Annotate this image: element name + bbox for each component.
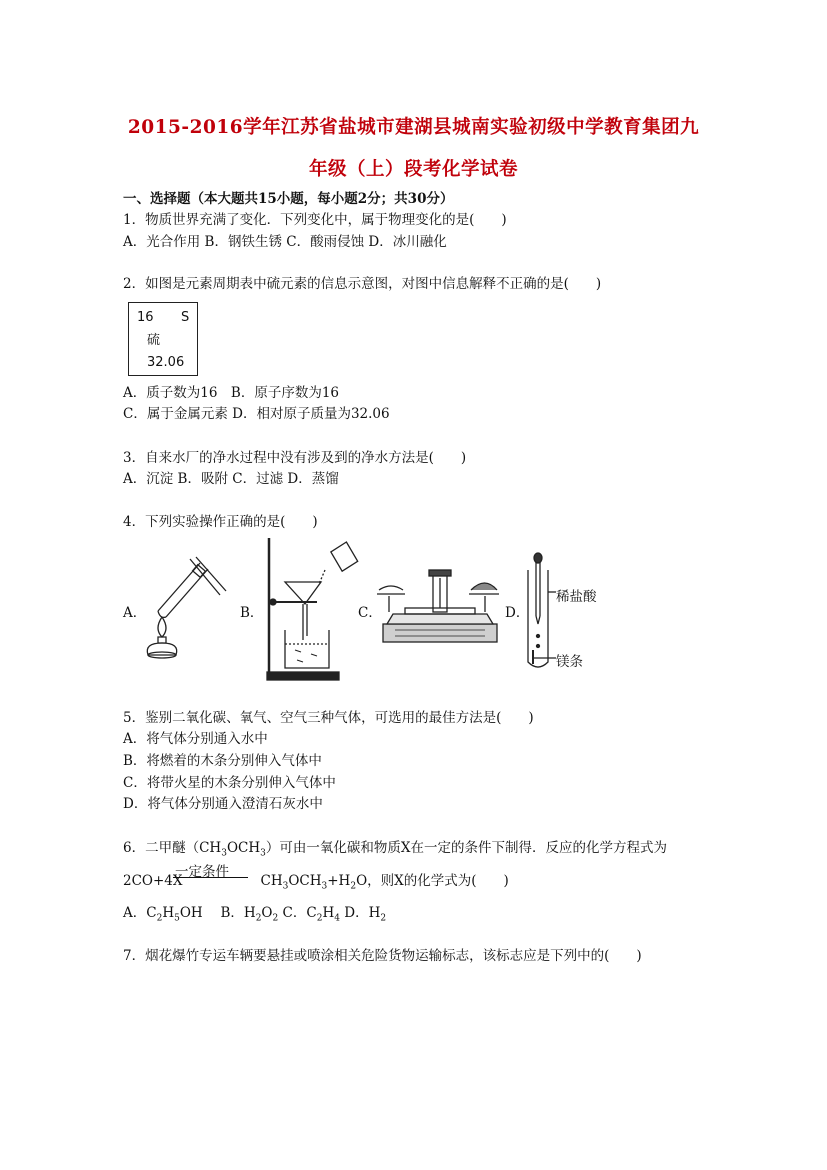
q4-label-d: D．	[505, 605, 530, 621]
element-symbol: S	[181, 310, 190, 325]
heating-apparatus-icon	[140, 555, 230, 660]
q5-option-a: A．将气体分别通入水中	[123, 731, 268, 747]
q7-stem: 7．烟花爆竹专运车辆要悬挂或喷涂相关危险货物运输标志，该标志应是下列中的( )	[123, 948, 642, 964]
element-card-sulfur	[128, 302, 198, 376]
q2-options-row2: C．属于金属元素 D．相对原子质量为32.06	[123, 406, 390, 422]
q4-stem: 4．下列实验操作正确的是( )	[123, 514, 318, 530]
q2-options-row1: A．质子数为16 B．原子序数为16	[123, 385, 340, 401]
element-mass: 32.06	[147, 355, 185, 370]
balance-apparatus-icon	[375, 568, 505, 648]
acid-label: 稀盐酸	[556, 589, 597, 605]
q1-options: A．光合作用 B．钢铁生锈 C．酸雨侵蚀 D．冰川融化	[123, 234, 447, 250]
q6-equation: 2CO+4X $CH_3OCH_3+H_2O$，则X的化学式为( )	[123, 873, 509, 892]
q4-label-c: C．	[358, 605, 382, 621]
exam-title-line2: 年级（上）段考化学试卷	[308, 159, 518, 180]
reaction-condition: 一定条件	[175, 864, 229, 880]
q5-option-b: B．将燃着的木条分别伸入气体中	[123, 753, 322, 769]
q5-option-c: C．将带火星的木条分别伸入气体中	[123, 775, 336, 791]
q5-stem: 5．鉴别二氧化碳、氧气、空气三种气体，可选用的最佳方法是( )	[123, 710, 534, 726]
filtration-apparatus-icon	[255, 536, 360, 684]
q3-options: A．沉淀 B．吸附 C．过滤 D．蒸馏	[123, 471, 339, 487]
q1-stem: 1．物质世界充满了变化．下列变化中，属于物理变化的是( )	[123, 212, 507, 228]
magnesium-label: 镁条	[556, 654, 583, 670]
exam-title-line1: 2015-2016学年江苏省盐城市建湖县城南实验初级中学教育集团九	[127, 117, 700, 138]
q4-label-a: A．	[123, 605, 147, 621]
q3-stem: 3．自来水厂的净水过程中没有涉及到的净水方法是( )	[123, 450, 467, 466]
q2-stem: 2．如图是元素周期表中硫元素的信息示意图，对图中信息解释不正确的是( )	[123, 276, 602, 292]
dropper-testtube-icon	[520, 552, 560, 672]
element-name: 硫	[147, 333, 161, 348]
q4-label-b: B．	[240, 605, 264, 621]
q6-options: A．$C_2H_5OH$ B．$H_2O_2$ C．$C_2H_4$ D．$H_2$	[123, 905, 387, 924]
q5-option-d: D．将气体分别通入澄清石灰水中	[123, 796, 323, 812]
element-number: 16	[137, 310, 154, 325]
q6-stem: 6．二甲醚$(CH_3OCH_3)$可由一氧化碳和物质X在一定的条件下制得．反应的化学方程式为	[123, 840, 667, 859]
section-heading: 一、选择题（本大题共15小题，每小题2分；共30分）	[123, 191, 454, 207]
